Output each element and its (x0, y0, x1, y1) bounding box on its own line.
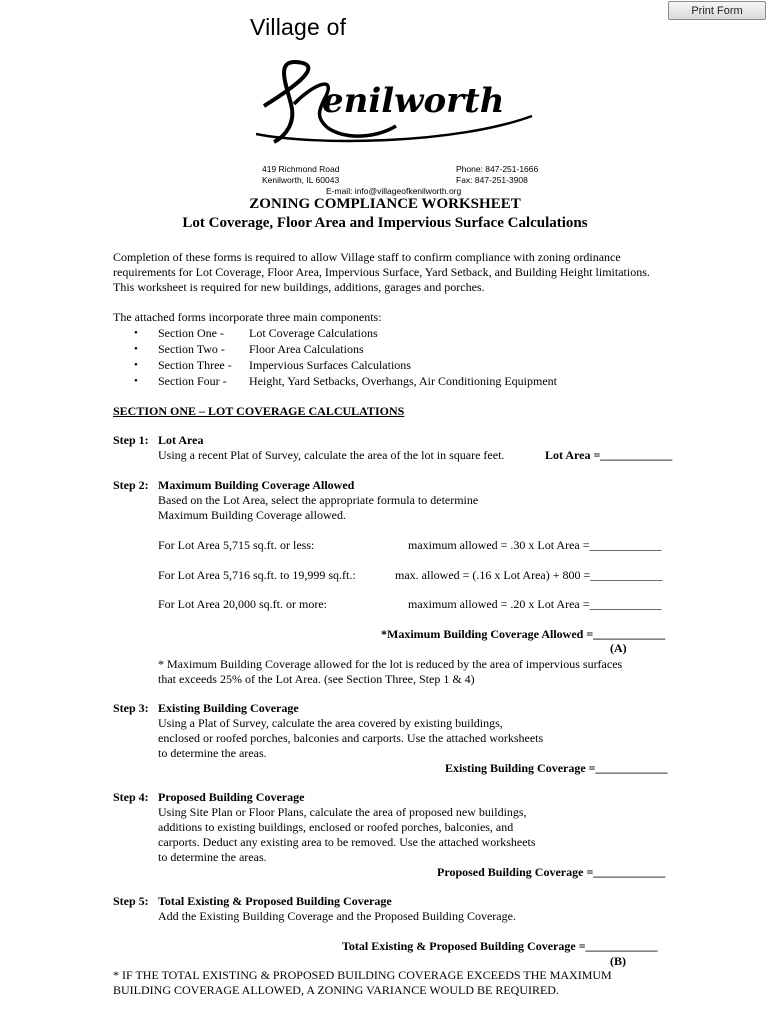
components-intro: The attached forms incorporate three main components: (113, 310, 382, 324)
formula-field[interactable]: maximum allowed = .20 x Lot Area =____________ (408, 597, 662, 611)
bullet-icon: • (134, 343, 138, 355)
step1-text: Using a recent Plat of Survey, calculate the area of the lot in square feet. (158, 448, 505, 462)
bullet-icon: • (134, 327, 138, 339)
component-section: Section Four - (158, 374, 227, 388)
phone-number: Phone: 847-251-1666 (456, 164, 539, 174)
intro-line: requirements for Lot Coverage, Floor Area, Impervious Surface, Yard Setback, and Building Height limitations. (113, 265, 650, 279)
page-subtitle: Lot Coverage, Floor Area and Impervious Surface Calculations (182, 215, 588, 231)
formula-condition: For Lot Area 20,000 sq.ft. or more: (158, 597, 327, 611)
print-form-button[interactable]: Print Form (668, 1, 766, 20)
total-coverage-field[interactable]: Total Existing & Proposed Building Coverage =____________ (342, 939, 658, 953)
step4-text: carports. Deduct any existing area to be removed. Use the attached worksheets (158, 835, 536, 849)
max-coverage-field[interactable]: *Maximum Building Coverage Allowed =____________ (381, 627, 666, 641)
component-desc: Impervious Surfaces Calculations (249, 358, 411, 372)
step2-note: * Maximum Building Coverage allowed for the lot is reduced by the area of impervious surfaces (158, 657, 623, 671)
address-line-1: 419 Richmond Road (262, 164, 340, 174)
step3-text: enclosed or roofed porches, balconies and carports. Use the attached worksheets (158, 731, 544, 745)
component-section: Section Two - (158, 342, 225, 356)
step2-text: Maximum Building Coverage allowed. (158, 508, 346, 522)
formula-condition: For Lot Area 5,716 sq.ft. to 19,999 sq.ft.: (158, 568, 356, 582)
step4-text: Using Site Plan or Floor Plans, calculate the area of proposed new buildings, (158, 805, 527, 819)
step3-title: Existing Building Coverage (158, 701, 299, 715)
component-section: Section Three - (158, 358, 232, 372)
footer-note: * IF THE TOTAL EXISTING & PROPOSED BUILDING COVERAGE EXCEEDS THE MAXIMUM (113, 968, 612, 982)
page-title: ZONING COMPLIANCE WORKSHEET (249, 196, 521, 212)
fax-number: Fax: 847-251-3908 (456, 175, 528, 185)
step2-note: that exceeds 25% of the Lot Area. (see Section Three, Step 1 & 4) (158, 672, 475, 686)
email-address: E-mail: info@villageofkenilworth.org (326, 186, 462, 196)
kenilworth-logo (256, 56, 536, 156)
step4-text: additions to existing buildings, enclosed or roofed porches, balconies, and (158, 820, 514, 834)
bullet-icon: • (134, 359, 138, 371)
component-section: Section One - (158, 326, 224, 340)
step5-label: Step 5: (113, 894, 149, 908)
component-desc: Height, Yard Setbacks, Overhangs, Air Conditioning Equipment (249, 374, 557, 388)
step4-title: Proposed Building Coverage (158, 790, 305, 804)
step2-text: Based on the Lot Area, select the appropriate formula to determine (158, 493, 479, 507)
existing-coverage-field[interactable]: Existing Building Coverage =____________ (445, 761, 668, 775)
formula-field[interactable]: max. allowed = (.16 x Lot Area) + 800 =____________ (395, 568, 663, 582)
step3-text: Using a Plat of Survey, calculate the area covered by existing buildings, (158, 716, 503, 730)
intro-line: Completion of these forms is required to allow Village staff to confirm compliance with zoning ordinance (113, 250, 621, 264)
address-line-2: Kenilworth, IL 60043 (262, 175, 340, 185)
footer-note: BUILDING COVERAGE ALLOWED, A ZONING VARIANCE WOULD BE REQUIRED. (113, 983, 559, 997)
svg-text:enilworth: enilworth (322, 81, 505, 121)
formula-condition: For Lot Area 5,715 sq.ft. or less: (158, 538, 315, 552)
proposed-coverage-field[interactable]: Proposed Building Coverage =____________ (437, 865, 666, 879)
step1-title: Lot Area (158, 433, 204, 447)
step3-text: to determine the areas. (158, 746, 267, 760)
lot-area-field[interactable]: Lot Area =____________ (545, 448, 673, 462)
component-desc: Floor Area Calculations (249, 342, 364, 356)
bullet-icon: • (134, 375, 138, 387)
step4-text: to determine the areas. (158, 850, 267, 864)
component-desc: Lot Coverage Calculations (249, 326, 378, 340)
step5-title: Total Existing & Proposed Building Coverage (158, 894, 392, 908)
step2-label: Step 2: (113, 478, 149, 492)
step4-label: Step 4: (113, 790, 149, 804)
step5-text: Add the Existing Building Coverage and the Proposed Building Coverage. (158, 909, 516, 923)
step1-label: Step 1: (113, 433, 149, 447)
formula-field[interactable]: maximum allowed = .30 x Lot Area =____________ (408, 538, 662, 552)
step2-title: Maximum Building Coverage Allowed (158, 478, 355, 492)
marker-b: (B) (610, 954, 626, 968)
marker-a: (A) (610, 641, 627, 655)
step3-label: Step 3: (113, 701, 149, 715)
intro-line: This worksheet is required for new buildings, additions, garages and porches. (113, 280, 485, 294)
village-of-heading: Village of (250, 14, 347, 40)
section-one-heading: SECTION ONE – LOT COVERAGE CALCULATIONS (113, 404, 405, 418)
